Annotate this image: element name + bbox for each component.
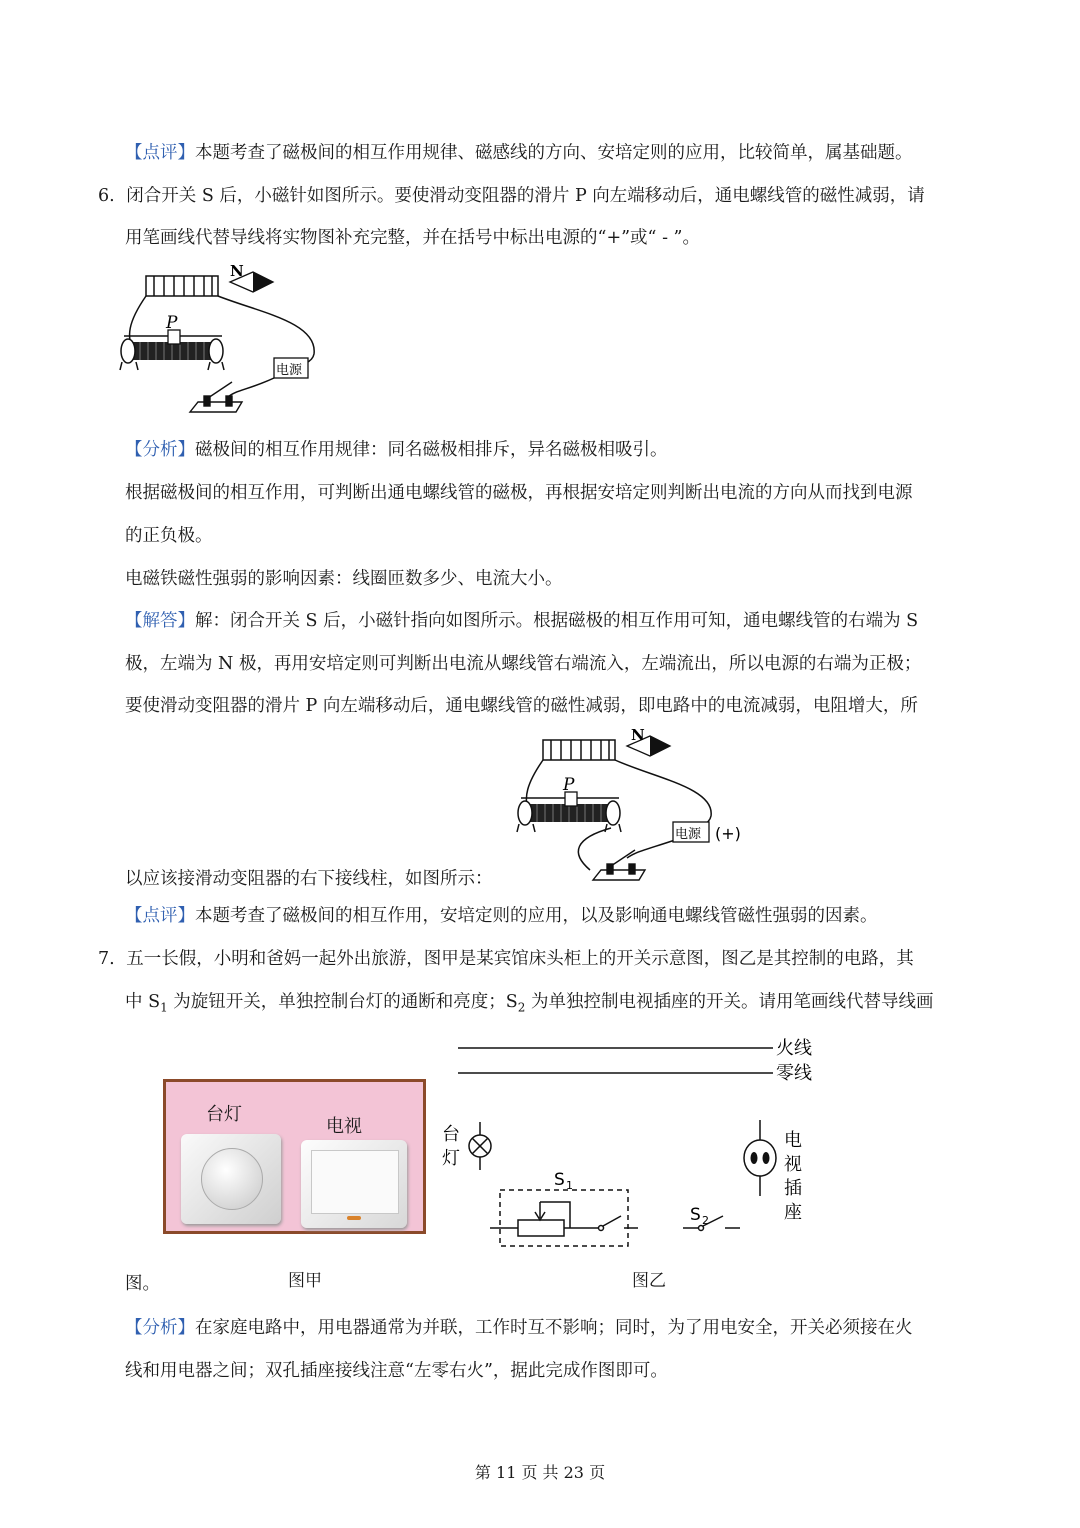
s2-subscript: 2	[702, 1214, 709, 1227]
s2-label: S	[690, 1205, 701, 1225]
question-text: 闭合开关 S 后，小磁针如图所示。要使滑动变阻器的滑片 P 向左端移动后，通电螺线管的磁性减弱，请	[126, 186, 925, 206]
review-6-paragraph	[125, 904, 878, 928]
question-6-line2: 用笔画线代替导线将实物图补充完整，并在括号中标出电源的“+”或“ - ”。	[125, 228, 700, 248]
analysis-7-line1	[125, 1316, 913, 1340]
s1-switch-blade	[603, 1216, 621, 1226]
figure-b-caption: 图乙	[632, 1271, 666, 1291]
wire	[615, 760, 711, 828]
review-paragraph	[125, 141, 913, 165]
analysis-6-line1	[125, 438, 668, 462]
review-text: 本题考查了磁极间的相互作用规律、磁感线的方向、安培定则的应用，比较简单，属基础题。	[195, 143, 913, 163]
review-tag: 【点评】	[125, 143, 195, 163]
knife-switch	[593, 850, 645, 880]
analysis-text: 在家庭电路中，用电器通常为并联，工作时互不影响；同时，为了用电安全，开关必须接在火	[195, 1318, 913, 1338]
positive-terminal-label: (+)	[715, 824, 741, 843]
slider-p-label: P	[563, 775, 575, 795]
household-circuit-figure	[438, 1030, 838, 1255]
tv-label: 电视	[326, 1116, 362, 1137]
tv-socket-symbol	[744, 1140, 776, 1176]
socket-label-char: 座	[784, 1202, 802, 1223]
analysis-tag: 【分析】	[125, 440, 195, 460]
wire	[578, 828, 611, 870]
solenoid	[146, 276, 218, 296]
rheostat	[517, 792, 621, 832]
neutral-wire-label: 零线	[776, 1063, 812, 1084]
answer-6-line2: 极，左端为 N 极，再用安培定则可判断出电流从螺线管右端流入，左端流出，所以电源的右端为正极；	[125, 654, 922, 674]
page-footer: 第 11 页 共 23 页	[474, 1463, 606, 1482]
live-wire-label: 火线	[776, 1038, 812, 1059]
subscript: 2	[517, 1000, 526, 1015]
circuit-solution-figure	[515, 728, 765, 888]
answer-6-line3: 要使滑动变阻器的滑片 P 向左端移动后，通电螺线管的磁性减弱，即电路中的电流减弱，电阻增大，所	[125, 696, 918, 716]
lamp-label: 台灯	[206, 1104, 242, 1125]
socket-hole	[751, 1152, 758, 1164]
n-pole-label: N	[230, 262, 244, 280]
n-pole-label: N	[631, 728, 645, 744]
question-7-line1	[98, 947, 914, 971]
answer-6-line1	[125, 609, 918, 633]
question-number: 7.	[98, 949, 115, 969]
text-segment: 中 S	[125, 992, 161, 1012]
dimmer-knob	[201, 1148, 263, 1210]
indicator-light	[347, 1216, 361, 1220]
analysis-6-line2: 根据磁极间的相互作用，可判断出通电螺线管的磁极，再根据安培定则判断出电流的方向从而找到电源	[125, 483, 913, 503]
wire	[228, 378, 274, 397]
tv-switch	[301, 1140, 407, 1228]
question-7-line2	[125, 990, 933, 1020]
socket-label-char: 插	[784, 1178, 802, 1199]
rocker-button	[311, 1150, 399, 1214]
rheostat-symbol	[518, 1220, 564, 1236]
s1-label: S	[554, 1170, 565, 1190]
socket-label-char: 视	[784, 1154, 802, 1175]
knife-switch	[190, 382, 242, 412]
solenoid	[543, 740, 615, 760]
analysis-tag: 【分析】	[125, 1318, 195, 1338]
compass-needle-dark	[650, 736, 670, 756]
text-segment: 为旋钮开关，单独控制台灯的通断和亮度；S	[167, 992, 518, 1012]
lamp-label-char: 台	[442, 1124, 460, 1145]
subscript: 1	[160, 1000, 168, 1015]
wire	[218, 296, 314, 366]
rheostat	[120, 330, 224, 370]
figure-a-caption: 图甲	[288, 1271, 322, 1291]
circuit-figure-q6	[118, 262, 328, 424]
text-segment: 为单独控制电视插座的开关。请用笔画线代替导线画	[525, 992, 934, 1012]
power-source-label: 电源	[276, 363, 303, 378]
review-tag: 【点评】	[125, 906, 195, 926]
lamp-label-char: 灯	[442, 1148, 460, 1169]
analysis-6-line3: 的正负极。	[125, 526, 213, 546]
question-text: 五一长假，小明和爸妈一起外出旅游，图甲是某宾馆床头柜上的开关示意图，图乙是其控制的电路，其	[126, 949, 914, 969]
review-text: 本题考查了磁极间的相互作用，安培定则的应用，以及影响通电螺线管磁性强弱的因素。	[195, 906, 878, 926]
s1-subscript: 1	[566, 1179, 573, 1192]
answer-text: 解：闭合开关 S 后，小磁针指向如图所示。根据磁极的相互作用可知，通电螺线管的右端为 S	[195, 611, 919, 631]
socket-label-char: 电	[784, 1130, 802, 1151]
dimmer-switch	[181, 1134, 281, 1224]
analysis-7-line2: 线和用电器之间；双孔插座接线注意“左零右火”，据此完成作图即可。	[125, 1361, 668, 1381]
switch-panel-photo	[163, 1079, 426, 1234]
analysis-text: 磁极间的相互作用规律：同名磁极相排斥，异名磁极相吸引。	[195, 440, 668, 460]
power-source-label: 电源	[675, 827, 702, 842]
slider-p-label: P	[166, 313, 178, 333]
question-number: 6.	[98, 186, 115, 206]
answer-tag: 【解答】	[125, 611, 195, 631]
question-7-line3: 图。	[125, 1274, 160, 1294]
question-6-line1	[98, 184, 925, 208]
wire	[627, 840, 675, 858]
compass-needle-dark	[253, 272, 273, 292]
answer-6-line4: 以应该接滑动变阻器的右下接线柱，如图所示：	[125, 869, 493, 889]
analysis-6-line4: 电磁铁磁性强弱的影响因素：线圈匝数多少、电流大小。	[125, 569, 563, 589]
s1-dashed-box	[500, 1190, 628, 1246]
socket-hole	[763, 1152, 770, 1164]
